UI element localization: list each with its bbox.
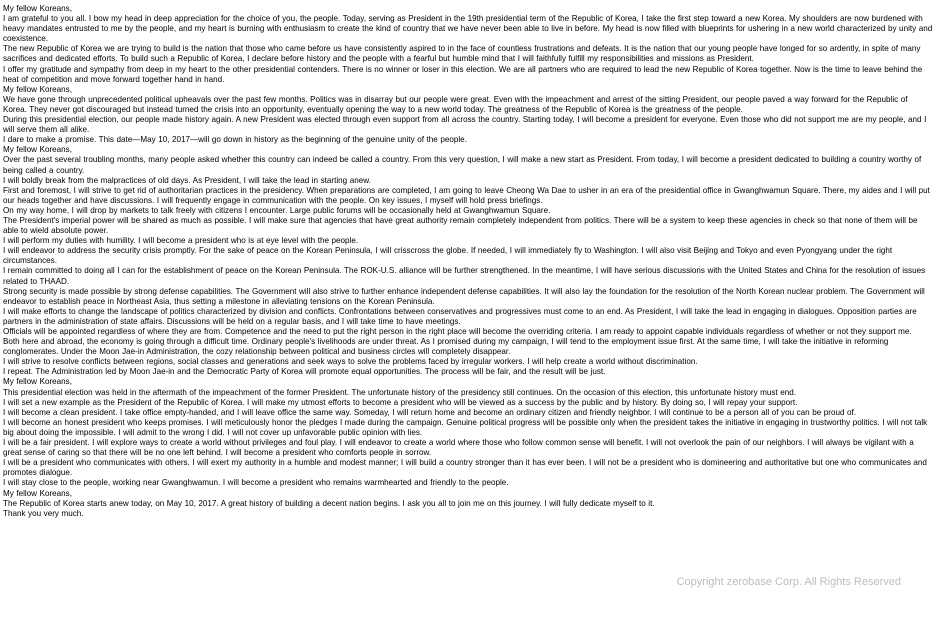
- speech-paragraph: I repeat. The Administration led by Moon Jae-in and the Democratic Party of Korea will promote equal opportunities. The process will be fair, and the result will be just.: [3, 367, 606, 377]
- speech-paragraph: Strong security is made possible by strong defense capabilities. The Government will also strive to further enhance independent defense capabilities. It will also lay the foundation for the resolution of the North Korean nuclear problem. The Government will endeavor to establish peace in Northeast Asia, thus setting a milestone in alleviating tensions on the Korean Peninsula.: [3, 286, 925, 306]
- speech-paragraph: I will become an honest president who keeps promises. I will meticulously honor the pledges I made during the campaign. Genuine political progress will be possible only when the president takes the initiative in engaging in trustworthy politics. I will not talk big about doing the impossible. I will admit to the wrong I did. I will not cover up unfavorable public opinion with lies.: [3, 417, 928, 437]
- speech-paragraph: I will boldly break from the malpractices of old days. As President, I will take the lead in starting anew.: [3, 175, 371, 185]
- speech-paragraph: My fellow Koreans,: [3, 84, 72, 94]
- speech-paragraph: I remain committed to doing all I can for the establishment of peace on the Korean Peninsula. The ROK-U.S. alliance will be further strengthened. In the meantime, I will have serious discussions with the United States and China for the resolution of issues related to THAAD.: [3, 266, 926, 286]
- speech-paragraph: On my way home, I will drop by markets to talk freely with citizens I encounter. Large public forums will be occasionally held at Gwanghwamun Square.: [3, 205, 551, 215]
- speech-paragraph: Thank you very much.: [3, 508, 84, 518]
- speech-paragraph: I dare to make a promise. This date—May 10, 2017—will go down in history as the beginning of the genuine unity of the people.: [3, 135, 467, 145]
- speech-paragraph: I will stay close to the people, working near Gwanghwamun. I will become a president who remains warmhearted and friendly to the people.: [3, 478, 509, 488]
- speech-paragraph: During this presidential election, our people made history again. A new President was elected through even support from all across the country. Starting today, I will become a president for everyone. Even those who did not support me are my people, and I will serve them all alike.: [3, 115, 927, 135]
- speech-paragraph: My fellow Koreans,: [3, 4, 72, 13]
- speech-paragraph: The new Republic of Korea we are trying to build is the nation that those who came before us have consistently aspired to in the face of countless frustrations and defeats. It is the nation that our young people have longed for so ardently, in spite of many sacrifices and dedicated efforts. To build such a Republic of Korea, I declare before history and the people with a fearful but humble mind that I will faithfully fulfill my responsibilities and missions as President.: [3, 44, 921, 64]
- speech-paragraph: I will set a new example as the President of the Republic of Korea. I will make my utmost efforts to become a president who will be viewed as a success by the public and by history. By doing so, I will repay your support.: [3, 397, 798, 407]
- speech-paragraph: My fellow Koreans,: [3, 145, 72, 155]
- speech-paragraph: I will be a president who communicates with others. I will exert my authority in a humble and modest manner; I will build a country stronger than it has ever been. I will not be a president who is domineering and authoritative but one who communicates and promotes dialogue.: [3, 458, 927, 478]
- speech-paragraph: The President's imperial power will be shared as much as possible. I will make sure that agencies that have great authority remain completely independent from politics. There will be a system to keep these agencies in check so that none of them will be able to wield absolute power.: [3, 215, 918, 236]
- speech-text: [3, 4, 933, 519]
- speech-paragraph: My fellow Koreans,: [3, 377, 72, 387]
- speech-paragraph: Both here and abroad, the economy is going through a difficult time. Ordinary people's livelihoods are under threat. As I promised during my campaign, I will tend to the employment issue first. At the same time, I will take the initiative in reforming conglomerates. Under the Moon Jae-in Administration, the cozy relationship between political and business circles will completely disappear.: [3, 337, 889, 357]
- speech-paragraph: I will become a clean president. I take office empty-handed, and I will leave office the same way. Someday, I will return home and become an ordinary citizen and friendly neighbor. I will continue to be a person all of you can be proud of.: [3, 407, 857, 417]
- speech-paragraph: I will strive to resolve conflicts between regions, social classes and generations and seek ways to solve the problems faced by irregular workers. I will help create a world without discrimination.: [3, 357, 698, 367]
- speech-paragraph: We have gone through unprecedented political upheavals over the past few months. Politics was in disarray but our people were great. Even with the impeachment and arrest of the sitting President, our people paved a way forward for the Republic of Korea. They never got discouraged but instead turned the crisis into an opportunity, eventually opening the way to a new world today. The greatness of the Republic of Korea is the greatness of the people.: [3, 94, 908, 114]
- speech-paragraph: My fellow Koreans,: [3, 488, 72, 498]
- speech-paragraph: I will make efforts to change the landscape of politics characterized by division and conflicts. Confrontations between conservatives and progressives must come to an end. As President, I will take the lead in engaging in dialogues. Opposition parties are partners in the administration of state affairs. Discussions will be held on a regular basis, and I will take time to have meetings.: [3, 306, 917, 326]
- speech-paragraph: I will endeavor to address the security crisis promptly. For the sake of peace on the Korean Peninsula, I will crisscross the globe. If needed, I will immediately fly to Washington. I will also visit Beijing and Tokyo and even Pyongyang under the right circumstances.: [3, 246, 893, 266]
- speech-paragraph: I will be a fair president. I will explore ways to create a world without privileges and foul play. I will endeavor to create a world where those who follow common sense will benefit. I will not overlook the pain of our neighbors. I will always be vigilant with a great sense of caring so that there will be no one left behind. I will become a president who comforts people in sorrow.: [3, 438, 914, 458]
- speech-paragraph: I offer my gratitude and sympathy from deep in my heart to the other presidential contenders. There is no winner or loser in this election. We are all partners who are required to lead the new Republic of Korea together. Now is the time to leave behind the heat of competition and move forward together hand in hand.: [3, 64, 923, 84]
- speech-paragraph: The Republic of Korea starts anew today, on May 10, 2017. A great history of building a decent nation begins. I ask you all to join me on this journey. I will fully dedicate myself to it.: [3, 498, 655, 508]
- speech-paragraph: Over the past several troubling months, many people asked whether this country can indeed be called a country. From this very question, I will make a new start as President. From today, I will become a president dedicated to building a country worthy of being called a country.: [3, 155, 922, 175]
- copyright-watermark: Copyright zerobase Corp. All Rights Reserved: [676, 576, 901, 588]
- speech-paragraph: This presidential election was held in the aftermath of the impeachment of the former President. The unfortunate history of the presidency still continues. On the occasion of this election, this unfortunate history must end.: [3, 387, 797, 397]
- speech-paragraph: I am grateful to you all. I bow my head in deep appreciation for the choice of you, the people. Today, serving as President in the 19th presidential term of the Republic of Korea, I take the first step toward a new Korea. My shoulders are now burdened with heavy mandates entrusted to me by the people, and my heart is burning with enthusiasm to create the kind of country that we have never been able to live in before. My head is now filled with blueprints for ushering in a new world characterized by unity and coexistence.: [3, 14, 933, 44]
- speech-paragraph: First and foremost, I will strive to get rid of authoritarian practices in the presidency. When preparations are completed, I am going to leave Cheong Wa Dae to usher in an era of the presidential office in Gwanghwamun Square. There, my aides and I will put our heads together and have discussions. I will frequently engage in communication with the people. On key issues, I myself will hold press briefings.: [3, 185, 930, 205]
- speech-paragraph: Officials will be appointed regardless of where they are from. Competence and the need to put the right person in the right place will become the overriding criteria. I am ready to appoint capable individuals regardless of whether or not they support me.: [3, 327, 912, 336]
- speech-paragraph: I will perform my duties with humility. I will become a president who is at eye level with the people.: [3, 236, 359, 246]
